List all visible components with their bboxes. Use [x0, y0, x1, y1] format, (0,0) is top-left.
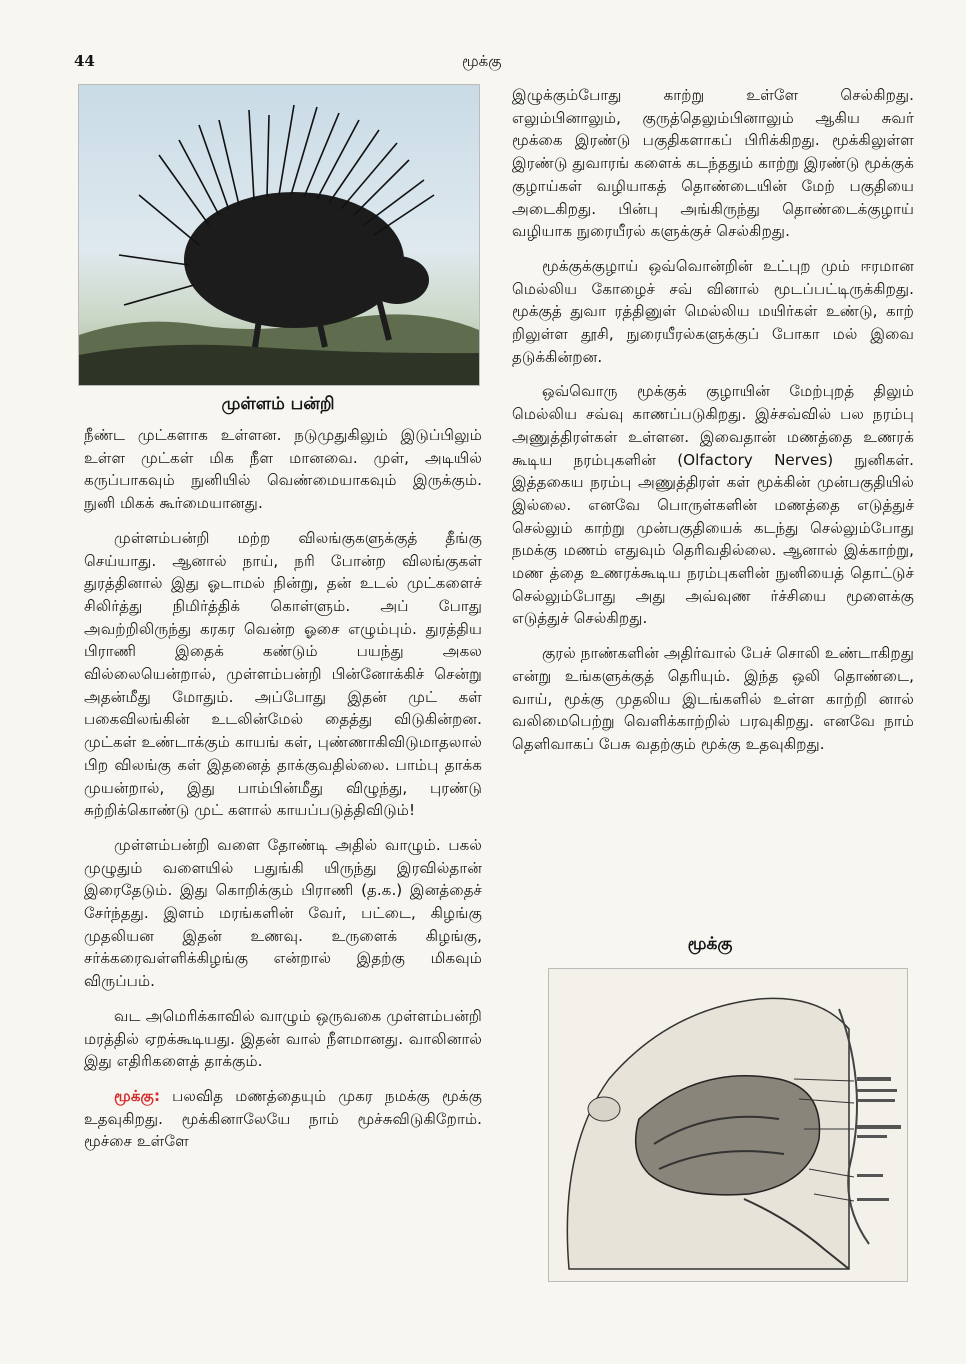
porcupine-illustration: [78, 84, 480, 386]
nose-anatomy-diagram: [548, 968, 908, 1282]
porcupine-caption: முள்ளம் பன்றி: [221, 394, 335, 414]
page-number: 44: [74, 52, 95, 70]
left-column: [84, 424, 482, 1165]
nose-caption: மூக்கு: [687, 934, 733, 954]
paragraph: முள்ளம்பன்றி மற்ற விலங்குகளுக்குத் தீங்கு செய்யாது. ஆனால் நாய், நரி போன்ற விலங்குகள் துரத்தினால் இது ஓடாமல் நின்று, தன் உடல் முட்களைச் சிலிர்த்து நிமிர்த்திக் கொள்ளும். அப் போது அவற்றிலிருந்து கரகர வென்ற ஓசை எழும்பும். துரத்திய பிராணி இதைக் கண்டும் பயந்து அகல வில்லையென்றால், முள்ளம்பன்றி பின்னோக்கிச் சென்று அதன்மீது மோதும். அப்போது இதன் முட் கள் பகைவிலங்கின் உடலின்மேல் தைத்து விடுகின்றன. முட்கள் உண்டாக்கும் காயங் கள், புண்ணாகிவிடுமாதலால் பிற விலங்கு கள் இதனைத் தாக்குவதில்லை. பாம்பு தாக்க முயன்றால், இது பாம்பின்மீது விழுந்து, புரண்டு சுற்றிக்கொண்டு முட் களால் காயப்படுத்திவிடும்!: [84, 528, 482, 820]
section-keyword: மூக்கு:: [114, 1086, 161, 1105]
paragraph: வட அமெரிக்காவில் வாழும் ஒருவகை முள்ளம்பன்றி மரத்தில் ஏறக்கூடியது. இதன் வால் நீளமானது. வாலினால் இது எதிரிகளைத் தாக்கும்.: [84, 1006, 482, 1071]
paragraph-nose-intro: [84, 1085, 482, 1153]
paragraph: நீண்ட முட்களாக உள்ளன. நடுமுதுகிலும் இடுப்பிலும் உள்ள முட்கள் மிக நீள மானவை. முள், அடியில் கருப்பாகவும் நுனியில் வெண்மையாகவும் இருக்கும். நுனி மிகக் கூர்மையானது.: [84, 426, 482, 513]
paragraph: இழுக்கும்போது காற்று உள்ளே செல்கிறது. எலும்பினாலும், குருத்தெலும்பினாலும் ஆகிய சுவர் மூக்கை இரண்டு பகுதிகளாகப் பிரிக்கிறது. மூக்கிலுள்ள இரண்டு துவாரங் களைக் கடந்ததும் காற்று இரண்டு மூக்குக் குழாய்கள் வழியாகத் தொண்டையின் மேற் பகுதியை அடைகிறது. பின்பு அங்கிருந்து தொண்டைக்குழாய் வழியாக நுரையீரல் களுக்குச் செல்கிறது.: [512, 86, 914, 241]
paragraph: குரல் நாண்களின் அதிர்வால் பேச் சொலி உண்டாகிறது என்று உங்களுக்குத் தெரியும். இந்த ஒலி தொண்டை, வாய், மூக்கு முதலிய இடங்களில் உள்ள காற்றி னால் வலிமைபெற்று வெளிக்காற்றில் பரவுகிறது. எனவே நாம் தெளிவாகப் பேசு வதற்கும் மூக்கு உதவுகிறது.: [512, 644, 914, 753]
running-title: மூக்கு: [462, 52, 502, 70]
paragraph-text: பலவித மணத்தையும் முகர நமக்கு மூக்கு உதவுகிறது. மூக்கினாலேயே நாம் மூச்சுவிடுகிறோம். மூச்சை உள்ளே: [84, 1086, 482, 1151]
paragraph: ஒவ்வொரு மூக்குக் குழாயின் மேற்புறத் திலும் மெல்லிய சவ்வு காணப்படுகிறது. இச்சவ்வில் பல நரம்பு அணுத்திரள்கள் உள்ளன. இவைதான் மணத்தை உணரக் கூடிய நரம்புகளின் (Olfactory Nerves) நுனிகள். இத்தகைய நரம்பு அணுத்திரள் கள் மூக்கின் முன்பகுதியில் இல்லை. எனவே பொருள்களின் மணத்தை எடுத்துச் செல்லும் காற்று முன்பகுதியைக் கடந்து செல்லும்போது நமக்கு மணம் எதுவும் தெரிவதில்லை. ஆனால் இக்காற்று, மண த்தை உணரக்கூடிய நரம்புகளின் நுனியைத் தொட்டுச் செல்லும்போது அது அவ்வுண ர்ச்சியை மூளைக்கு எடுத்துச் செல்கிறது.: [512, 382, 914, 628]
paragraph: முள்ளம்பன்றி வளை தோண்டி அதில் வாழும். பகல் முழுதும் வளையில் பதுங்கி யிருந்து இரவில்தான் இரைதேடும். இது கொறிக்கும் பிராணி (த.க.) இனத்தைச் சேர்ந்தது. இளம் மரங்களின் வேர், பட்டை, கிழங்கு முதலியன இதன் உணவு. உருளைக் கிழங்கு, சர்க்கரைவள்ளிக்கிழங்கு என்றால் இதற்கு மிகவும் விருப்பம்.: [84, 835, 482, 991]
paragraph: மூக்குக்குழாய் ஒவ்வொன்றின் உட்புற மும் ஈரமான மெல்லிய கோழைச் சவ் வினால் மூடப்பட்டிருக்கிறது. மூக்குத் துவா ரத்தினுள் மெல்லிய மயிர்கள் உண்டு, காற் றிலுள்ள தூசி, நுரையீரல்களுக்குப் போகா மல் இவை தடுக்கின்றன.: [512, 256, 914, 366]
right-column: [512, 84, 914, 768]
